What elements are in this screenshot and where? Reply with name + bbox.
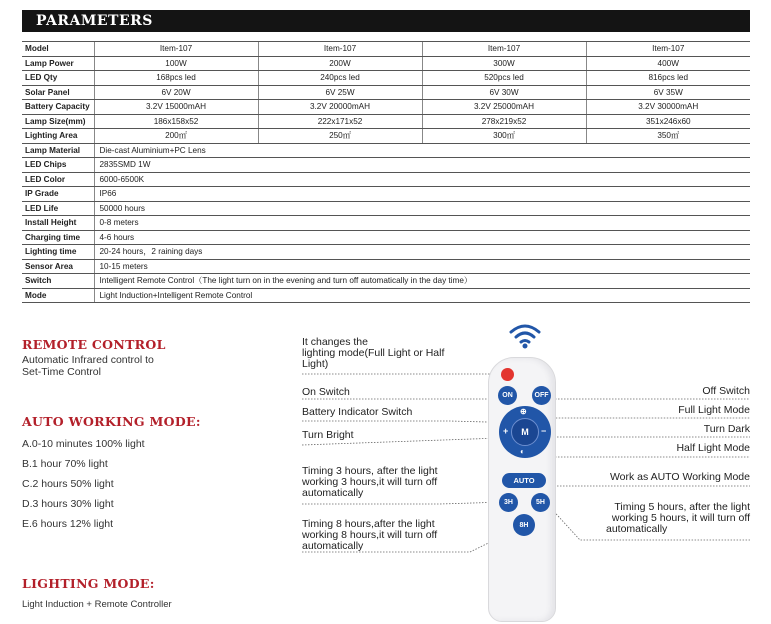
label-turn-bright: Turn Bright	[302, 429, 354, 441]
param-label: LED Life	[22, 201, 94, 216]
param-value: 200W	[258, 56, 422, 71]
auto-mode-item: D.3 hours 30% light	[22, 498, 114, 510]
param-value: 300㎡	[422, 129, 586, 144]
label-timing-5h-2: working 5 hours, it will turn off	[611, 512, 750, 524]
label-turn-dark: Turn Dark	[703, 423, 750, 435]
auto-button[interactable]: AUTO	[502, 473, 546, 488]
param-value: Item-107	[94, 42, 258, 57]
auto-working-mode-title: AUTO WORKING MODE:	[22, 414, 201, 429]
label-timing-5h-1: Timing 5 hours, after the light	[614, 501, 750, 513]
remote-control-title: REMOTE CONTROL	[22, 337, 166, 352]
lighting-mode-title: LIGHTING MODE:	[22, 576, 155, 591]
param-value: 278x219x52	[422, 114, 586, 129]
param-value: Die-cast Aluminium+PC Lens	[94, 143, 750, 158]
label-timing-3h-1: Timing 3 hours, after the light	[302, 465, 438, 477]
param-value: IP66	[94, 187, 750, 202]
timer-8h-button[interactable]: 8H	[513, 514, 535, 536]
timer-5h-button[interactable]: 5H	[531, 493, 550, 512]
param-label: LED Chips	[22, 158, 94, 173]
param-value: Item-107	[258, 42, 422, 57]
param-value: 3.2V 20000mAH	[258, 100, 422, 115]
param-label: Mode	[22, 288, 94, 303]
auto-mode-item: A.0-10 minutes 100% light	[22, 438, 145, 450]
battery-indicator-button[interactable]: ⊕	[520, 407, 527, 416]
lighting-mode-desc: Light Induction + Remote Controller	[22, 599, 172, 610]
param-label: Lamp Size(mm)	[22, 114, 94, 129]
param-value: 186x158x52	[94, 114, 258, 129]
auto-mode-item: B.1 hour 70% light	[22, 458, 108, 470]
timer-3h-button[interactable]: 3H	[499, 493, 518, 512]
param-value: 20-24 hours，2 raining days	[94, 245, 750, 260]
param-label: IP Grade	[22, 187, 94, 202]
param-value: 4-6 hours	[94, 230, 750, 245]
param-value: 250㎡	[258, 129, 422, 144]
param-value: Light Induction+Intelligent Remote Control	[94, 288, 750, 303]
auto-mode-item: C.2 hours 50% light	[22, 478, 114, 490]
label-timing-5h-3: automatically	[606, 523, 668, 535]
half-light-button[interactable]: ◐	[520, 447, 525, 456]
param-label: Lighting Area	[22, 129, 94, 144]
label-full-light-mode: Full Light Mode	[678, 404, 750, 416]
label-on-switch: On Switch	[302, 386, 350, 398]
param-label: Solar Panel	[22, 85, 94, 100]
param-value: 3.2V 30000mAH	[586, 100, 750, 115]
param-value: 520pcs led	[422, 71, 586, 86]
param-label: Lamp Material	[22, 143, 94, 158]
label-timing-8h-1: Timing 8 hours,after the light	[302, 518, 435, 530]
mode-indicator-button[interactable]	[501, 368, 514, 381]
param-value: 3.2V 25000mAH	[422, 100, 586, 115]
param-value: 3.2V 15000mAH	[94, 100, 258, 115]
param-value: 168pcs led	[94, 71, 258, 86]
wifi-signal-icon	[508, 322, 542, 350]
param-value: Intelligent Remote Control（The light turn on in the evening and turn off automatically in the day time）	[94, 274, 750, 289]
param-label: Charging time	[22, 230, 94, 245]
m-button[interactable]: M	[511, 418, 539, 446]
remote-control-desc-2: Set-Time Control	[22, 366, 101, 378]
param-value: 6V 30W	[422, 85, 586, 100]
param-value: 400W	[586, 56, 750, 71]
label-timing-3h-2: working 3 hours,it will turn off	[302, 476, 438, 488]
label-half-light-mode: Half Light Mode	[676, 442, 750, 454]
label-changes-1: It changes the	[302, 336, 368, 348]
label-changes-3: Light)	[302, 358, 329, 370]
param-value: Item-107	[422, 42, 586, 57]
param-label: LED Qty	[22, 71, 94, 86]
param-label: Model	[22, 42, 94, 57]
param-value: Item-107	[586, 42, 750, 57]
param-label: Lamp Power	[22, 56, 94, 71]
param-value: 816pcs led	[586, 71, 750, 86]
label-off-switch: Off Switch	[702, 385, 750, 397]
label-auto-working-mode: Work as AUTO Working Mode	[609, 471, 750, 483]
label-timing-8h-3: automatically	[302, 540, 364, 552]
param-value: 0-8 meters	[94, 216, 750, 231]
on-button[interactable]: ON	[498, 386, 517, 405]
param-label: Switch	[22, 274, 94, 289]
param-value: 100W	[94, 56, 258, 71]
label-battery-indicator: Battery Indicator Switch	[302, 406, 413, 418]
param-value: 2835SMD 1W	[94, 158, 750, 173]
label-timing-8h-2: working 8 hours,it will turn off	[302, 529, 438, 541]
off-button[interactable]: OFF	[532, 386, 551, 405]
param-value: 222x171x52	[258, 114, 422, 129]
param-label: Battery Capacity	[22, 100, 94, 115]
minus-button[interactable]: −	[541, 426, 547, 436]
param-value: 6000-6500K	[94, 172, 750, 187]
label-timing-3h-3: automatically	[302, 487, 364, 499]
auto-mode-item: E.6 hours 12% light	[22, 518, 114, 530]
param-label: Install Height	[22, 216, 94, 231]
param-value: 6V 35W	[586, 85, 750, 100]
param-label: Sensor Area	[22, 259, 94, 274]
label-changes-2: lighting mode(Full Light or Half	[302, 347, 445, 359]
param-value: 240pcs led	[258, 71, 422, 86]
plus-button[interactable]: +	[503, 426, 509, 436]
param-value: 200㎡	[94, 129, 258, 144]
param-value: 10-15 meters	[94, 259, 750, 274]
param-label: LED Color	[22, 172, 94, 187]
param-value: 300W	[422, 56, 586, 71]
param-value: 350㎡	[586, 129, 750, 144]
param-value: 6V 20W	[94, 85, 258, 100]
param-value: 351x246x60	[586, 114, 750, 129]
param-value: 50000 hours	[94, 201, 750, 216]
param-value: 6V 25W	[258, 85, 422, 100]
parameters-title: PARAMETERS	[36, 13, 153, 29]
remote-control-desc-1: Automatic Infrared control to	[22, 354, 154, 366]
param-label: Lighting time	[22, 245, 94, 260]
